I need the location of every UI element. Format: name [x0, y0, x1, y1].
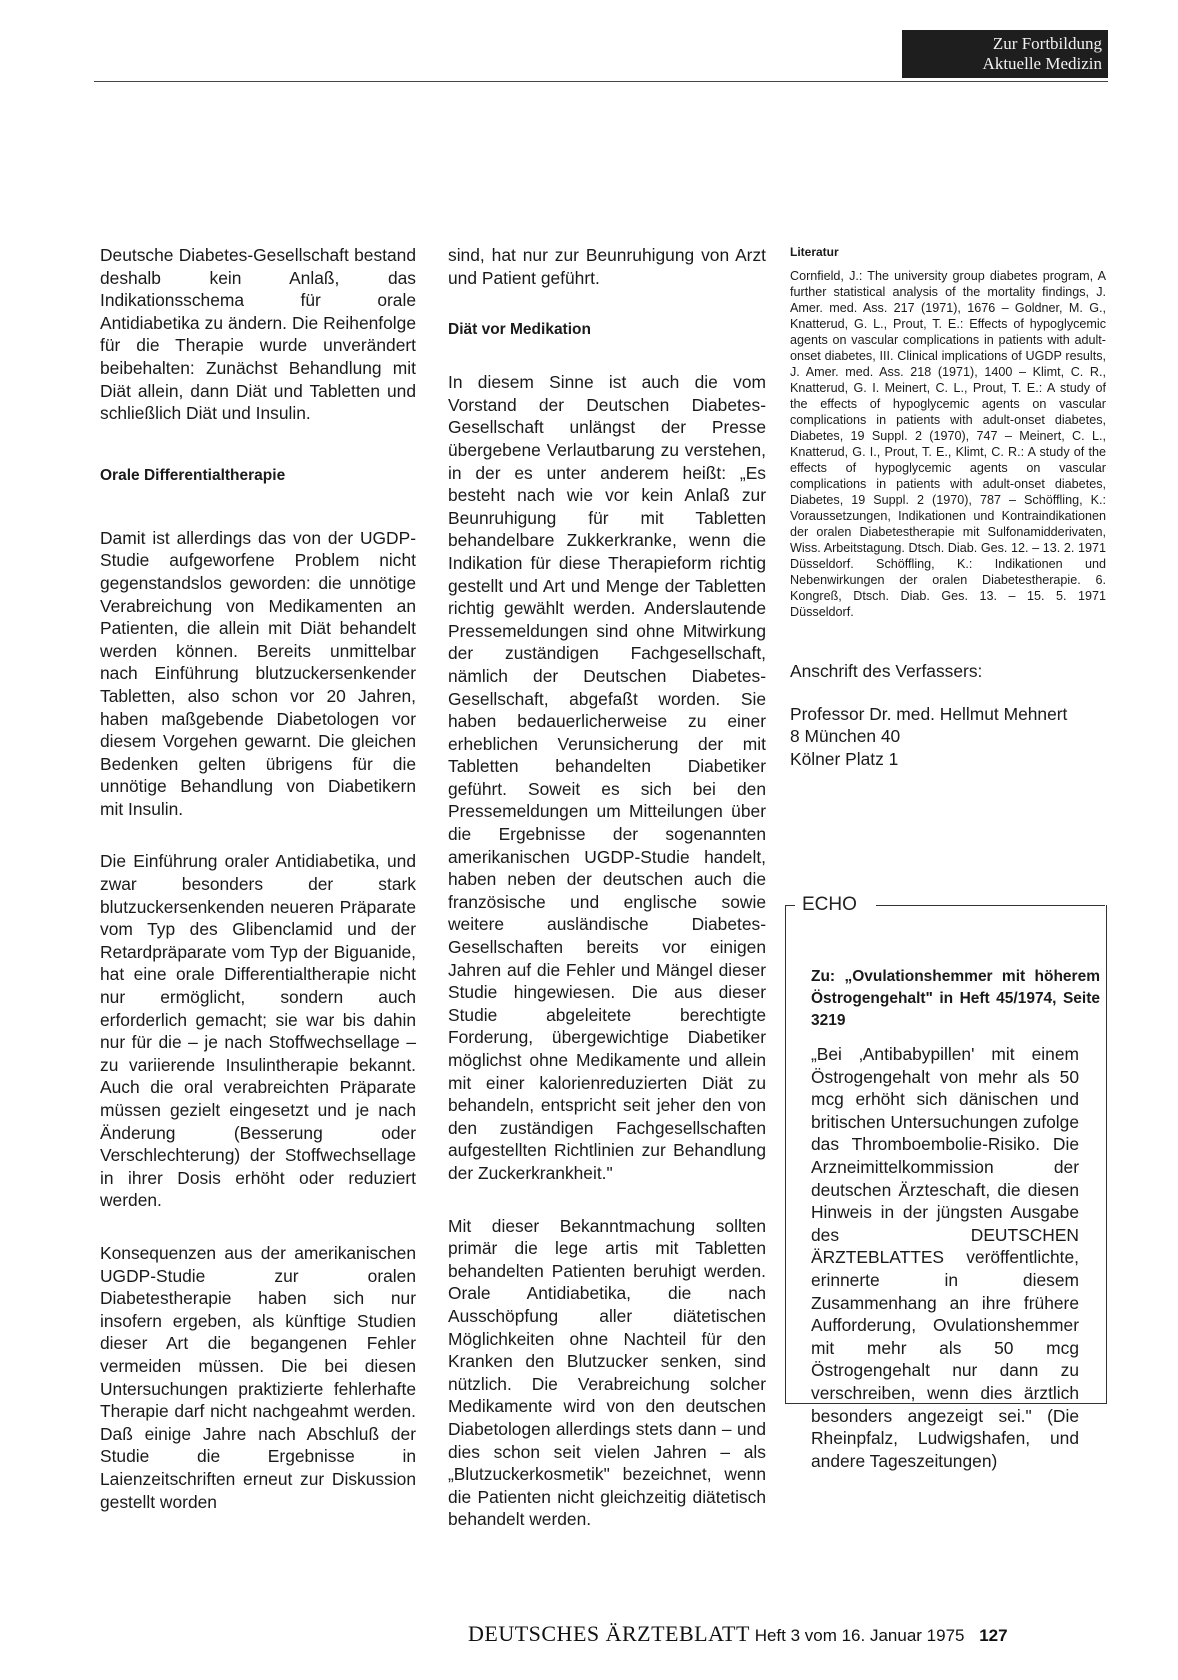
paragraph: Damit ist allerdings das von der UGDP-Studie aufgeworfene Problem nicht gegenstandslos geworden: die unnötige Verabreichung von Medikamenten an Patienten, die allein mit Diät behandelt werden können. Bereits unmittelbar nach Einführung blutzuckersenkender Tabletten, also schon vor 20 Jahren, haben maßgebende Diabetologen vor diesem Vorgehen gewarnt. Die gleichen Bedenken gelten übrigens für die unnötige Behandlung von Diabetikern mit Insulin. [100, 527, 416, 819]
literature-title: Literatur [790, 245, 839, 259]
page-number: 127 [979, 1626, 1008, 1645]
column-3 [790, 244, 1106, 770]
section-badge [902, 30, 1108, 78]
section-label-fortbildung: Zur Fortbildung [992, 34, 1102, 53]
paragraph: Mit dieser Bekanntmachung sollten primär die lege artis mit Tabletten behandelten Patienten beruhigt werden. Orale Antidiabetika, die nach Ausschöpfung aller diätetischen Möglichkeiten ohne Nachteil für den Kranken den Blutzucker senken, sind nützlich. Die Verabreichung solcher Medikamente wird von den deutschen Diabetologen allerdings stets dann – und dies schon seit vielen Jahren – als „Blutzuckerkosmetik" bezeichnet, wenn die Patienten nicht gleichzeitig diätetisch behandelt werden. [448, 1215, 766, 1530]
paragraph: In diesem Sinne ist auch die vom Vorstand der Deutschen Diabetes-Gesellschaft unlängst der Presse übergebene Verlautbarung zu verstehen, in der es unter anderem heißt: „Es besteht nach wie vor kein Anlaß zur Beunruhigung für mit Tabletten behandelbare Zukkerkranke, wenn die Indikation für diese Therapieform richtig gestellt und Art und Menge der Tabletten richtig gewählt werden. Anderslautende Pressemeldungen sind ohne Mitwirkung der zuständigen Fachgesellschaft, nämlich der Deutschen Diabetes-Gesellschaft, abgefaßt worden. Sie haben bedauerlicherweise zu einer erheblichen Verunsicherung der mit Tabletten behandelten Diabetiker geführt. Soweit es sich bei den Pressemeldungen um Mitteilungen über die Ergebnisse der sogenannten amerikanischen UGDP-Studie handelt, haben neben der deutschen auch die französische und englische sowie weitere ausländische Diabetes-Gesellschaften bereits vor einigen Jahren auf die Fehler und Mängel dieser Studie hingewiesen. Die aus dieser Studie abgeleitete berechtigte Forderung, übergewichtige Diabetiker möglichst ohne Medikamente und allein mit einer kalorienreduzierten Diät zu behandeln, entspricht seit jeher den von den zuständigen Fachgesellschaften aufgestellten Richtlinien zur Behandlung der Zuckerkrankheit." [448, 372, 766, 1183]
paragraph: Die Einführung oraler Antidiabetika, und zwar besonders der stark blutzuckersenkenden neueren Präparate vom Typ des Glibenclamid und der Retardpräparate vom Typ der Biguanide, hat eine orale Differentialtherapie nicht nur ermöglicht, sondern auch erforderlich gemacht; sie war bis dahin nur für die – je nach Stoffwechsellage – zu variierende Insulintherapie bekannt. Auch die oral verabreichten Präparate müssen gezielt eingesetzt und je nach Änderung (Besserung oder Verschlechterung) der Stoffwechsellage in ihrer Dosis erhöht oder reduziert werden. [100, 851, 416, 1211]
echo-heading: Zu: „Ovulationshemmer mit höherem Östrogengehalt" in Heft 45/1974, Seite 3219 [811, 968, 1100, 1029]
author-name: Professor Dr. med. Hellmut Mehnert [790, 703, 1068, 724]
publication-name: DEUTSCHES ÄRZTEBLATT [468, 1621, 750, 1646]
author-city: 8 München 40 [790, 726, 901, 747]
author-address [790, 660, 1106, 770]
echo-label: ECHO [802, 894, 857, 915]
page-footer [468, 1622, 1008, 1648]
section-heading-diaet-vor-medikation: Diät vor Medikation [448, 321, 591, 339]
echo-text: „Bei ‚Antibabypillen' mit einem Östrogengehalt von mehr als 50 mcg erhöht sich dänischen und britischen Untersuchungen zufolge das Thromboembolie-Risiko. Die Arzneimittelkommission der deutschen Ärzteschaft, die diesen Hinweis in der jüngsten Ausgabe des DEUTSCHEN ÄRZTEBLATTES veröffentlichte, erinnerte in diesem Zusammenhang an ihre frühere Aufforderung, Ovulationshemmer mit mehr als 50 mcg Östrogengehalt nur dann zu verschreiben, wenn dies ärztlich besonders angezeigt sei." (Die Rheinpfalz, Ludwigshafen, und andere Tageszeitungen) [811, 1044, 1079, 1471]
author-street: Kölner Platz 1 [790, 748, 899, 769]
column-1 [100, 244, 416, 1513]
section-label-aktuelle-medizin: Aktuelle Medizin [982, 54, 1102, 73]
paragraph: Konsequenzen aus der amerikanischen UGDP-Studie zur oralen Diabetestherapie haben sich nur insofern ergeben, als künftige Studien dieser Art die begangenen Fehler vermeiden müssen. Die bei diesen Untersuchungen praktizierte fehlerhafte Therapie darf nicht nachgeahmt werden. Daß einige Jahre nach Abschluß der Studie die Ergebnisse in Laienzeitschriften erneut zur Diskussion gestellt worden [100, 1242, 416, 1512]
section-heading-orale-differentialtherapie: Orale Differentialtherapie [100, 466, 286, 484]
paragraph: sind, hat nur zur Beunruhigung von Arzt und Patient geführt. [448, 245, 766, 288]
literature-text: Cornfield, J.: The university group diabetes program, A further statistical analysis of the mortality findings, J. Amer. med. Ass. 217 (1971), 1676 – Goldner, M. G., Knatterud, G. L., Prout, T. E.: Effects of hypoglycemic agents on vascular complications in patients with adult-onset diabetes, III. Clinical implications of UGDP results, J. Amer. med. Ass. 218 (1971), 1400 – Klimt, C. R., Knatterud, G. I. Meinert, C. L., Prout, T. E.: A study of the effects of hypoglycemic agents on vascular complications in patients with adult-onset diabetes, Diabetes, 19 Suppl. 2 (1970), 747 – Meinert, C. L., Knatterud, G. I., Prout, T. E., Klimt, C. R.: A study of the effects of hypoglycemic agents on vascular complications in patients with adult-onset diabetes, Diabetes, 19 Suppl. 2 (1970), 787 – Schöffling, K.: Voraussetzungen, Indikationen und Kontraindikationen der oralen Diabetestherapie mit Sulfonamidderivaten, Wiss. Arbeitstagung. Dtsch. Diab. Ges. 12. – 13. 2. 1971 Düsseldorf. Schöffling, K.: Indikationen und Nebenwirkungen der oralen Diabetestherapie. 6. Kongreß, Dtsch. Diab. Ges. 13. – 15. 5. 1971 Düsseldorf. [790, 269, 1106, 619]
column-2 [448, 244, 766, 1531]
paragraph: Deutsche Diabetes-Gesellschaft bestand deshalb kein Anlaß, das Indikationsschema für orale Antidiabetika zu ändern. Die Reihenfolge für die Therapie wurde unverändert beibehalten: Zunächst Behandlung mit Diät allein, dann Diät und Tabletten und schließlich Diät und Insulin. [100, 245, 416, 424]
issue-info: Heft 3 vom 16. Januar 1975 [754, 1626, 965, 1645]
author-address-label: Anschrift des Verfassers: [790, 661, 983, 681]
header-rule [94, 81, 1108, 82]
